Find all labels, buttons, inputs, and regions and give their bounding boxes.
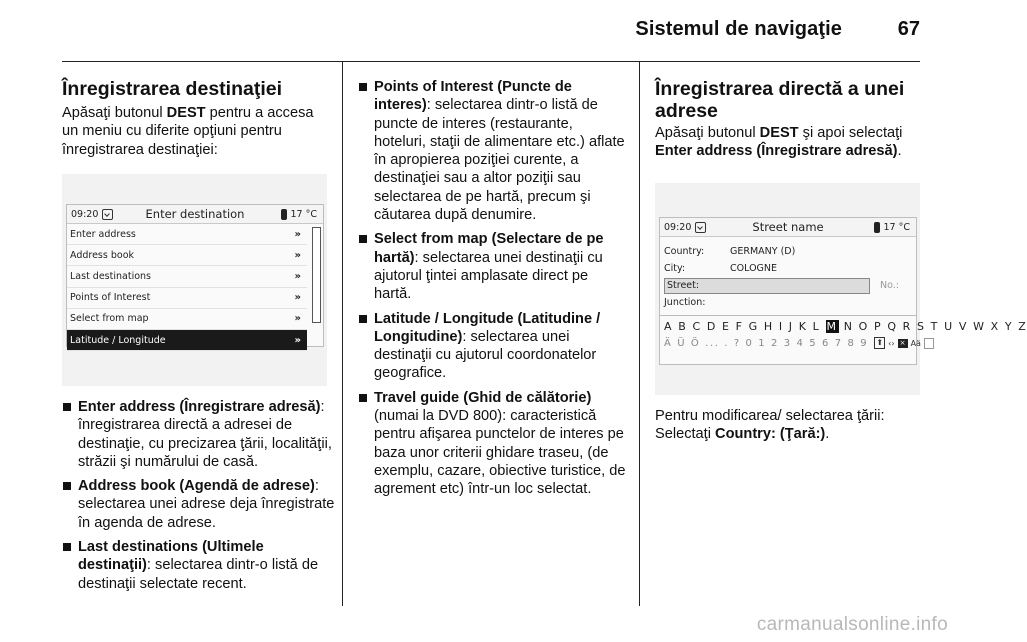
outro-text-end: .: [825, 426, 830, 443]
menu-item-label: Address book: [70, 249, 135, 261]
chevron-right-icon: »: [294, 313, 301, 325]
option-term: Enter address (Înregistrare adresă): [78, 399, 321, 415]
option-term: Select from map (Selectare de pe hartă): [374, 231, 604, 266]
case-toggle-key[interactable]: Aä: [910, 338, 921, 348]
dest-key-label: DEST: [166, 105, 206, 121]
screenshot-street-name: [655, 183, 1027, 395]
option-term: Last destinations (Ultimele destinaţii): [78, 539, 264, 574]
option-description: : selectarea unei adrese deja înregistrate în agenda de adrese.: [78, 478, 335, 531]
option-description: : înregistrarea directă a adresei de destinaţie, cu precizarea ţării, localităţii, străzii şi numărului de casă.: [78, 399, 332, 470]
option-term: Travel guide (Ghid de călătorie): [374, 389, 592, 406]
menu-scrollbar[interactable]: [312, 227, 321, 323]
on-screen-keyboard: [660, 315, 1027, 349]
keyboard-special-number-keys[interactable]: Ä Ü Ö ... . ? 0 1 2 3 4 5 6 7 8 9: [664, 337, 869, 349]
country-row[interactable]: [660, 243, 916, 260]
screen-status-bar: [67, 205, 323, 224]
section-heading-destination: Înregistrarea destinaţiei: [62, 78, 283, 100]
bullet-square-icon: [359, 235, 367, 243]
bullet-square-icon: [359, 83, 367, 91]
option-description: : selectarea unei destinaţii cu ajutorul coordonatelor geografice.: [374, 328, 597, 382]
menu-item-last-destinations[interactable]: [67, 266, 307, 287]
thermometer-icon: [281, 209, 287, 220]
option-term: Points of Interest (Puncte de interes): [374, 79, 572, 114]
house-number-field[interactable]: No.:: [880, 280, 899, 291]
intro-text-mid: şi apoi selectaţi: [798, 125, 903, 141]
nav-screen-street-name: [659, 217, 1027, 365]
temperature: [874, 222, 911, 233]
country-term: Country: (Ţară:): [715, 426, 826, 443]
street-label: Street:: [667, 280, 700, 291]
junction-row[interactable]: [660, 294, 916, 311]
street-row: [660, 277, 916, 294]
bullet-square-icon: [359, 394, 367, 402]
menu-lines-icon[interactable]: [924, 338, 934, 349]
outro-text: Pentru modificarea/ selectarea ţării: Selectaţi: [655, 408, 885, 443]
option-list-left: [62, 398, 340, 593]
keyboard-number-row[interactable]: [660, 337, 921, 349]
city-row[interactable]: [660, 260, 916, 277]
right-intro: [655, 124, 925, 161]
page-number: 67: [897, 18, 920, 40]
column-divider-2: [639, 62, 640, 606]
option-latitude-longitude: [358, 310, 628, 383]
chevron-right-icon: »: [294, 292, 301, 304]
junction-label: Junction:: [664, 297, 706, 308]
keyboard-letters-b[interactable]: N O P Q R S T U V W X Y Z: [843, 320, 1027, 333]
option-description: : selectarea unei destinaţii cu ajutorul ţintei amplasate direct pe hartă.: [374, 249, 603, 303]
intro-text-end: .: [897, 143, 902, 160]
keyboard-letters-a[interactable]: A B C D E F G H I J K L: [664, 320, 821, 333]
screenshot-enter-destination: [62, 174, 327, 386]
keyboard-letter-row[interactable]: [660, 320, 1027, 333]
clock-time: 09:20: [664, 221, 692, 233]
chevron-right-icon: »: [294, 334, 301, 346]
bullet-square-icon: [359, 315, 367, 323]
country-label: Country:: [664, 246, 705, 257]
column-divider-1: [342, 62, 343, 606]
option-term: Latitude / Longitude (Latitudine / Longitudine): [374, 310, 601, 345]
watermark: carmanualsonline.info: [756, 614, 948, 635]
menu-item-enter-address[interactable]: [67, 224, 307, 245]
menu-item-label: Latitude / Longitude: [70, 334, 166, 346]
screen-title: Street name: [752, 220, 824, 234]
nav-screen-enter-destination: [66, 204, 324, 347]
keyboard-controls: [874, 337, 934, 349]
menu-item-latitude-longitude[interactable]: [67, 330, 307, 351]
option-description: : selectarea dintr-o listă de destinaţii selectate recent.: [78, 557, 319, 592]
left-column: [62, 78, 332, 159]
keyboard-key-selected[interactable]: M: [826, 320, 838, 333]
dest-key-label: DEST: [759, 125, 799, 141]
right-column: [655, 78, 925, 161]
option-points-of-interest: [358, 78, 628, 224]
screen-status-bar: [660, 218, 916, 237]
temperature-value: 17 °C: [290, 208, 317, 220]
country-value: GERMANY (D): [730, 246, 796, 257]
option-last-destinations: [62, 538, 340, 593]
screen-title: Enter destination: [145, 207, 245, 221]
menu-item-label: Points of Interest: [70, 292, 151, 304]
option-description: : selectarea dintr-o listă de puncte de interes (restaurante, hoteluri, staţii de alimentare etc.) aflate în apropierea poziţiei curente, a destinaţiei sau a altor poziţii sau selectarea de pe hartă, precum şi căutarea după denumire.: [374, 97, 625, 224]
enter-address-term: Enter address (Înregistrare adresă): [655, 143, 898, 160]
intro-text-rest: pentru a accesa un meniu cu diferite opţiuni pentru înregistrarea destinaţiei:: [62, 105, 314, 158]
street-input[interactable]: [664, 278, 870, 294]
option-term: Address book (Agendă de adrese): [78, 478, 315, 495]
header-rule: [62, 61, 920, 62]
thermometer-icon: [874, 222, 880, 233]
option-travel-guide: [358, 389, 628, 499]
country-instruction: [655, 407, 930, 444]
running-header-title: Sistemul de navigaţie: [635, 18, 842, 40]
bullet-square-icon: [63, 403, 71, 411]
backspace-icon[interactable]: ×: [898, 339, 908, 348]
clock-time: 09:20: [71, 208, 99, 220]
intro-text: Apăsaţi butonul: [62, 105, 167, 121]
cursor-arrows-icon[interactable]: ‹›: [888, 338, 895, 348]
option-select-from-map: [358, 230, 628, 303]
shift-icon[interactable]: ⬆: [874, 337, 885, 349]
section-heading-direct-address: Înregistrarea directă a unei adrese: [655, 78, 905, 122]
city-value: COLOGNE: [730, 263, 778, 274]
menu-item-label: Enter address: [70, 228, 136, 240]
city-label: City:: [664, 263, 686, 274]
chevron-right-icon: »: [294, 228, 301, 240]
menu-item-address-book[interactable]: [67, 245, 307, 266]
menu-item-label: Select from map: [70, 313, 149, 325]
option-enter-address: [62, 398, 340, 471]
left-intro: [62, 104, 332, 159]
temperature-value: 17 °C: [883, 221, 910, 233]
bullet-square-icon: [63, 543, 71, 551]
menu-item-select-from-map[interactable]: [67, 309, 307, 330]
chevron-right-icon: »: [294, 249, 301, 261]
destination-menu: [67, 224, 307, 351]
option-address-book: [62, 477, 340, 532]
menu-item-label: Last destinations: [70, 270, 151, 282]
right-outro: [655, 407, 930, 444]
option-description: (numai la DVD 800): caracteristică pentru afişarea punctelor de interes pe baza unor criterii ghidare traseu, (de exemplu, cazare, obiective turistice, de agrement etc) într-un loc selectat.: [374, 408, 626, 498]
bullet-square-icon: [63, 482, 71, 490]
menu-item-points-of-interest[interactable]: [67, 288, 307, 309]
option-list-middle: [358, 78, 628, 499]
left-bullets: [62, 398, 340, 599]
intro-text: Apăsaţi butonul: [655, 125, 760, 141]
temperature: [281, 209, 318, 220]
middle-column: [358, 78, 628, 505]
chevron-right-icon: »: [294, 270, 301, 282]
